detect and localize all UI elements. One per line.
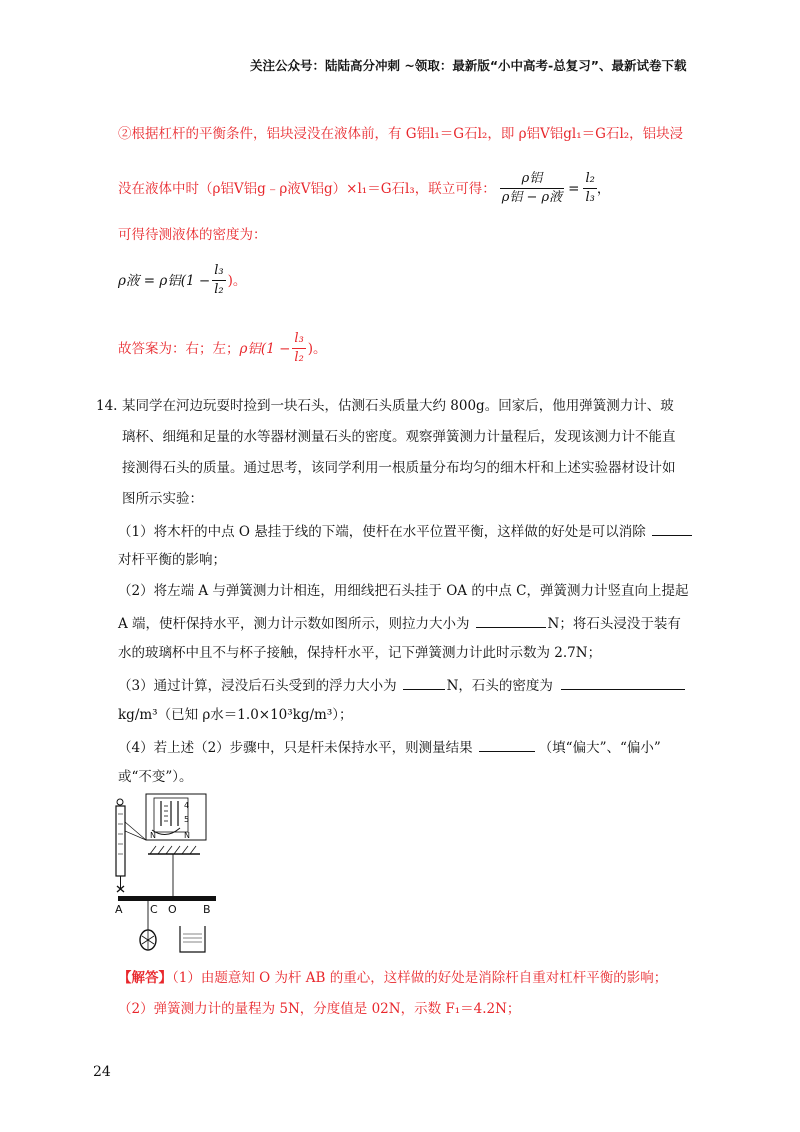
answer-blank-2[interactable] (476, 613, 546, 628)
spring-scale (116, 799, 125, 892)
point-label-c: C (150, 903, 158, 916)
fraction-denominator: ρ铝 − ρ液 (501, 190, 563, 205)
question-intro-line-2: 璃杯、细绳和足量的水等器材测量石头的密度。观察弹簧测力计量程后，发现该测力计不能直 (122, 429, 676, 445)
length-ratio-fraction (583, 170, 596, 207)
meter-inset (118, 794, 206, 840)
part-1-line-b: 对杆平衡的影响； (118, 552, 226, 568)
water-beaker (180, 926, 205, 952)
answer-line-1: ②根据杠杆的平衡条件，铝块浸没在液体前，有 G铝l₁＝G石l₂，即 ρ铝V铝gl₁＝G石l₂，铝块浸 (118, 126, 684, 142)
question-intro-line-4: 图所示实验： (122, 491, 203, 507)
formula-right: )。 (227, 272, 247, 289)
unit-label-n-right: N (184, 831, 190, 840)
answer-blank-4[interactable] (561, 675, 685, 690)
part-4-line-a (118, 737, 661, 757)
answer-blank-3[interactable] (403, 675, 445, 690)
formula-fraction (212, 262, 225, 299)
fraction-numerator: l₂ (583, 170, 596, 189)
point-label-a: A (115, 903, 123, 916)
part-2-line-c: 水的玻璃杯中且不与杯子接触，保持杆水平，记下弹簧测力计此时示数为 2.7N； (118, 645, 602, 661)
unit-label-n-left: N (150, 831, 156, 840)
scale-label-5: 5 (184, 815, 190, 824)
density-ratio-fraction (500, 170, 564, 207)
fraction-denominator: l₃ (585, 190, 595, 205)
answer-line-2 (118, 170, 610, 207)
answer-blank-5[interactable] (479, 737, 535, 752)
part-3-line-a (118, 675, 685, 695)
part-2-text-post: N；将石头浸没于装有 (547, 616, 681, 632)
ceiling-support (148, 846, 200, 896)
final-answer-fraction (292, 330, 305, 367)
scale-label-4: 4 (184, 801, 190, 810)
solution-line-1-text: （1）由题意知 O 为杆 AB 的重心，这样做的好处是消除杆自重对杠杆平衡的影响； (172, 970, 668, 986)
answer-line-2-text: 没在液体中时（ρ铝V铝g﹣ρ液V铝g）×l₁＝G石l₃，联立可得： (118, 180, 496, 197)
part-2-line-a: （2）将左端 A 与弹簧测力计相连，用细线把石头挂于 OA 的中点 C，弹簧测力计竖直向上提起 (118, 583, 689, 599)
final-answer-formula-right: )。 (307, 340, 327, 357)
comma: ， (596, 180, 611, 197)
solution-tag: 【解答】 (118, 970, 172, 986)
part-2-text-pre: A 端，使杆保持水平，测力计示数如图所示，则拉力大小为 (118, 616, 470, 632)
part-3-line-b: kg/m³（已知 ρ水＝1.0×10³kg/m³）； (118, 707, 353, 723)
solution-line-1 (118, 969, 667, 987)
part-4-text-post: （填“偏大”、“偏小” (538, 740, 661, 756)
fraction-numerator: ρ铝 (500, 170, 564, 189)
formula-left: ρ液 = ρ铝(1 − (118, 272, 211, 289)
fraction-numerator: l₃ (212, 262, 225, 281)
final-answer-formula-left: ρ铝(1 − (239, 340, 291, 357)
part-3-text-mid: N，石头的密度为 (446, 678, 553, 694)
part-3-text-pre: （3）通过计算，浸没后石头受到的浮力大小为 (118, 678, 397, 694)
fraction-denominator: l₂ (294, 350, 304, 365)
lever-rod (118, 896, 216, 901)
final-answer-line (118, 330, 327, 367)
part-2-line-b (118, 613, 681, 633)
page-number: 24 (93, 1064, 111, 1080)
experiment-figure (104, 792, 224, 964)
question-intro-line-3: 接测得石头的质量。通过思考，该同学利用一根质量分布均匀的细木杆和上述实验器材设计如 (122, 460, 676, 476)
page-header: 关注公众号：陆陆高分冲刺 ~领取：最新版“小中高考-总复习”、最新试卷下载 (250, 58, 687, 73)
point-label-b: B (203, 903, 211, 916)
fraction-denominator: l₂ (214, 282, 224, 297)
question-intro-line-1: 某同学在河边玩耍时捡到一块石头，估测石头质量大约 800g。回家后，他用弹簧测力计、玻 (122, 398, 674, 414)
part-1-line-a (118, 521, 692, 541)
point-label-o: O (168, 903, 177, 916)
question-number: 14. (96, 398, 118, 414)
equals-sign: = (568, 180, 580, 197)
answer-blank-1[interactable] (652, 521, 692, 536)
part-4-text-pre: （4）若上述（2）步骤中，只是杆未保持水平，则测量结果 (118, 740, 473, 756)
liquid-density-formula (118, 262, 246, 299)
part-1-text: （1）将木杆的中点 O 悬挂于线的下端，使杆在水平位置平衡，这样做的好处是可以消除 (118, 524, 646, 540)
fraction-numerator: l₃ (292, 330, 305, 349)
answer-line-3: 可得待测液体的密度为： (118, 227, 267, 243)
solution-line-2: （2）弹簧测力计的量程为 5N，分度值是 02N，示数 F₁＝4.2N； (118, 1001, 521, 1017)
part-4-line-b: 或“不变”）。 (118, 769, 193, 785)
final-answer-prefix: 故答案为：右；左； (118, 340, 240, 357)
